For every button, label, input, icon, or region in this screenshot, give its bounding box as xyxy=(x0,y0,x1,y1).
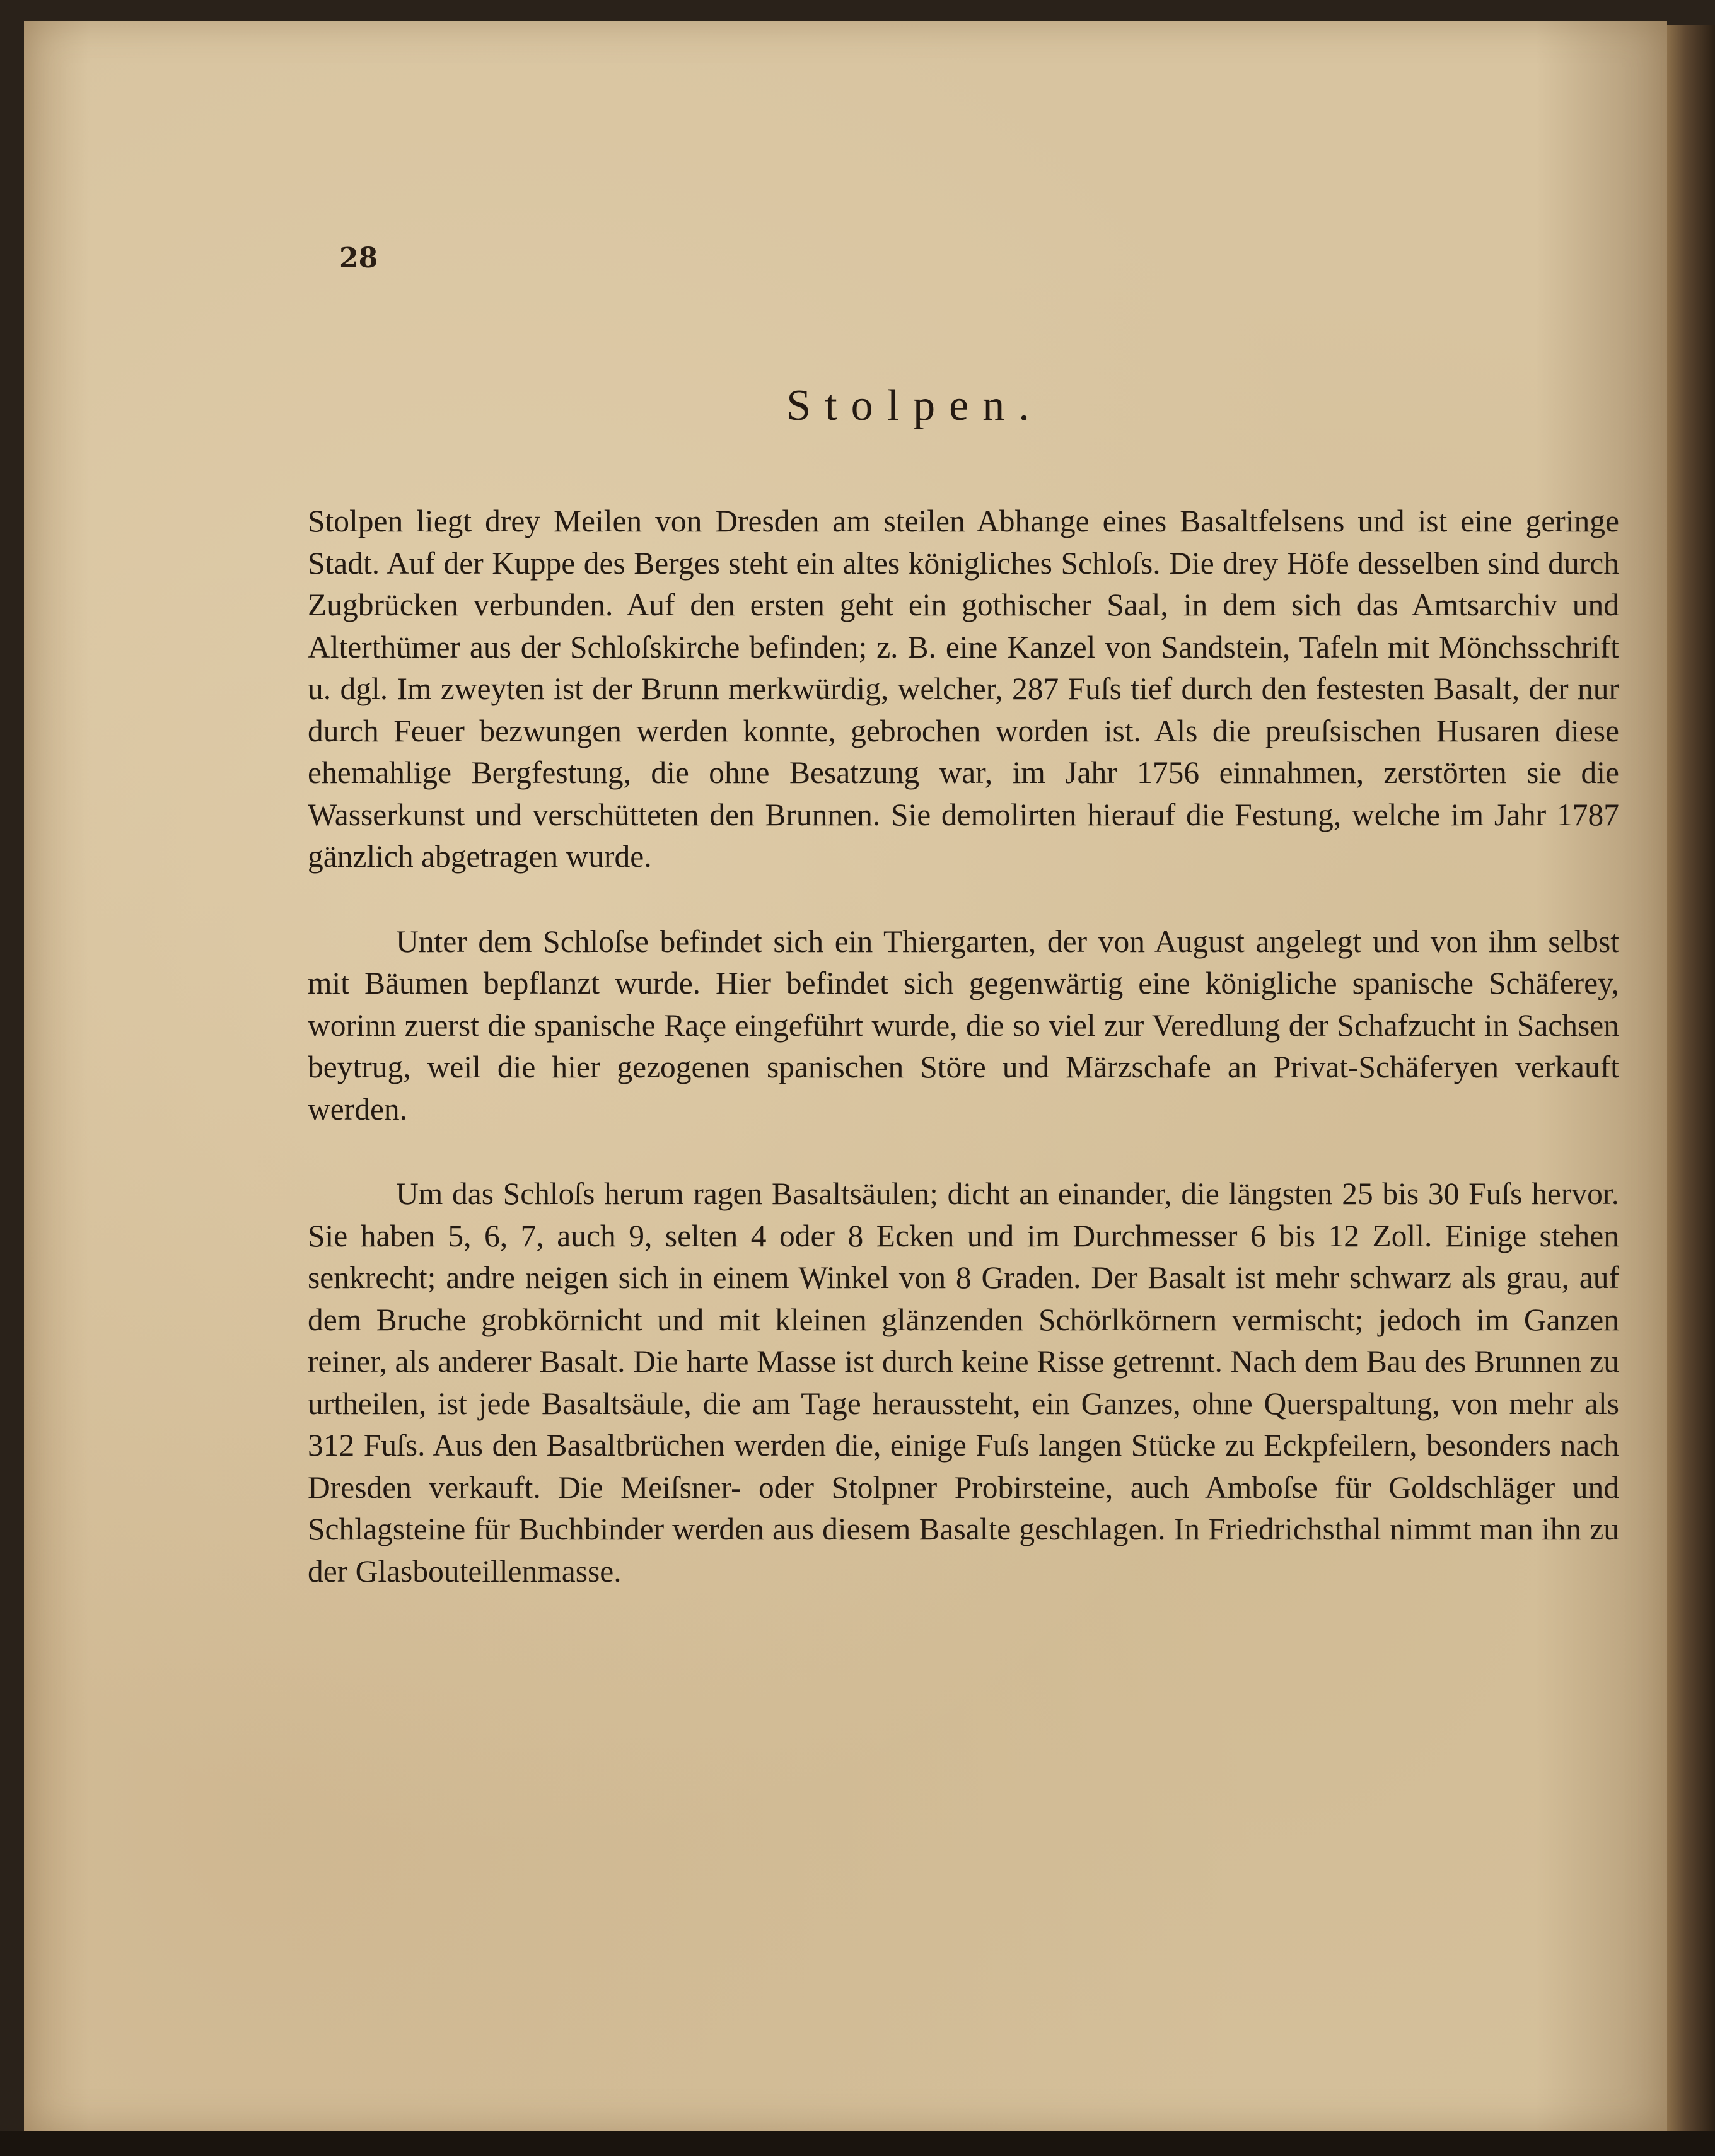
scan-bottom-edge xyxy=(0,2131,1715,2156)
body-text xyxy=(308,501,1619,1592)
facing-page-edge xyxy=(1667,25,1715,2131)
paragraph-3: Um das Schloſs herum ragen Basaltsäulen; dicht an einander, die längsten 25 bis 30 Fuſs hervor. Sie haben 5, 6, 7, auch 9, selten 4 oder 8 Ecken und im Durchmesser 6 bis 12 Zoll. Einige stehen senkrecht; andre neigen sich in einem Winkel von 8 Graden. Der Basalt ist mehr schwarz als grau, auf dem Bruche grobkörnicht und mit kleinen glänzenden Schörlkörnern vermischt; jedoch im Ganzen reiner, als anderer Basalt. Die harte Masse ist durch keine Risse getrennt. Nach dem Bau des Brunnen zu urtheilen, ist jede Basaltsäule, die am Tage heraussteht, ein Ganzes, ohne Querspaltung, von mehr als 312 Fuſs. Aus den Basaltbrüchen werden die, einige Fuſs langen Stücke zu Eckpfeilern, besonders nach Dresden verkauft. Die Meiſsner- oder Stolpner Probirsteine, auch Amboſse für Goldschläger und Schlagsteine für Buchbinder werden aus diesem Basalte geschlagen. In Friedrichsthal nimmt man ihn zu der Glasbouteillenmasse. xyxy=(308,1176,1619,1589)
page-title: Stolpen. xyxy=(786,381,1044,430)
paragraph-2: Unter dem Schloſse befindet sich ein Thiergarten, der von August angelegt und von ihm selbst mit Bäumen bepflanzt wurde. Hier befindet sich gegenwärtig eine königliche spanische Schäferey, worinn zuerst die spanische Raçe eingeführt wurde, die so viel zur Veredlung der Schafzucht in Sachsen beytrug, weil die hier gezogenen spanischen Störe und Märzschafe an Privat-Schäferyen verkauft werden. xyxy=(308,924,1619,1127)
page-number: 28 xyxy=(339,242,378,274)
book-page xyxy=(24,21,1667,2131)
paragraph-1: Stolpen liegt drey Meilen von Dresden am steilen Abhange eines Basaltfelsens und ist eine geringe Stadt. Auf der Kuppe des Berges steht ein altes königliches Schloſs. Die drey Höfe desselben sind durch Zugbrücken verbunden. Auf den ersten geht ein gothischer Saal, in dem sich das Amtsarchiv und Alterthümer aus der Schloſskirche befinden; z. B. eine Kanzel von Sandstein, Tafeln mit Mönchsschrift u. dgl. Im zweyten ist der Brunn merkwürdig, welcher, 287 Fuſs tief durch den festesten Basalt, der nur durch Feuer bezwungen werden konnte, gebrochen worden ist. Als die preuſsischen Husaren diese ehemahlige Bergfestung, die ohne Besatzung war, im Jahr 1756 einnahmen, zerstörten sie die Wasserkunst und verschütteten den Brunnen. Sie demolirten hierauf die Festung, welche im Jahr 1787 gänzlich abgetragen wurde. xyxy=(308,504,1619,874)
